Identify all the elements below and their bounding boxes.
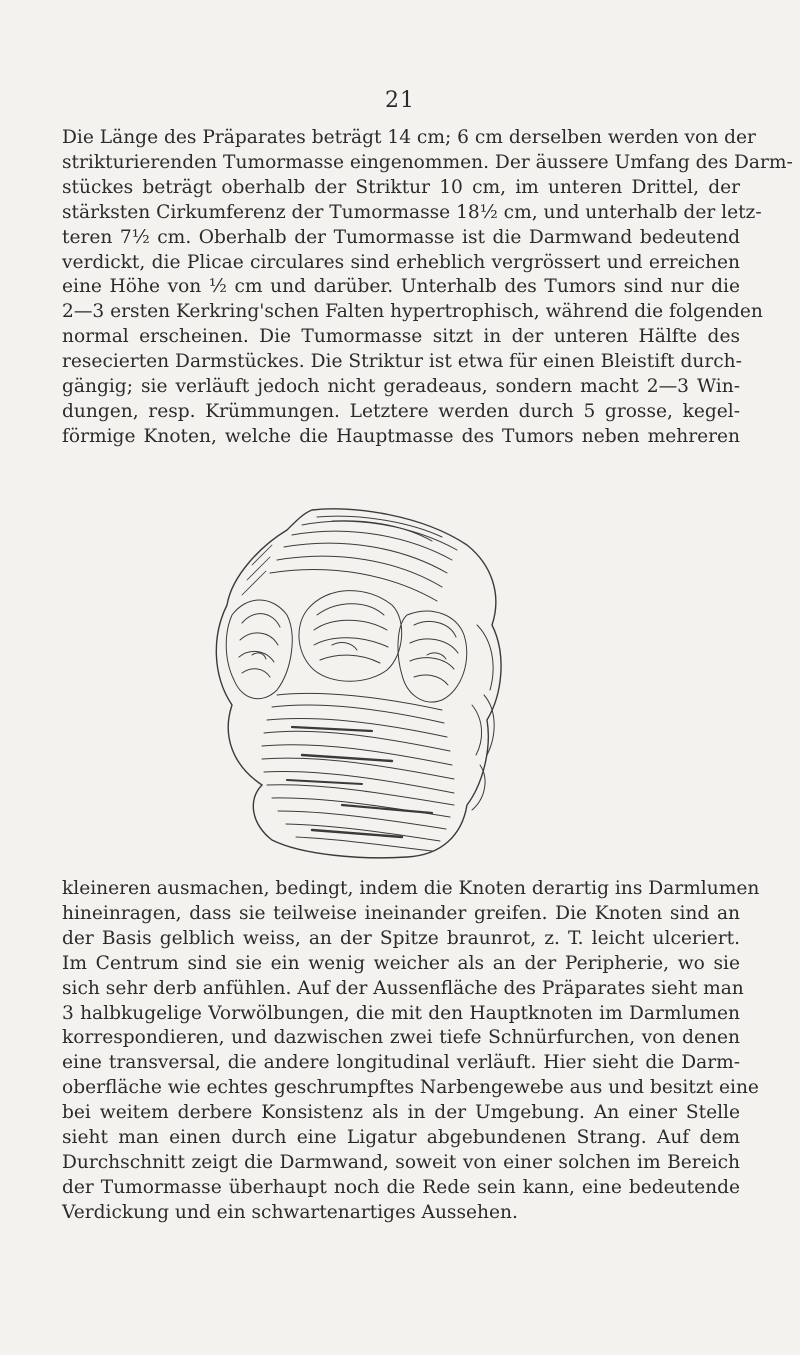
text-line: eine transversal, die andere longitudinal verläuft. Hier sieht die Darm-	[62, 1052, 740, 1074]
text-line: kleineren ausmachen, bedingt, indem die Knoten derartig ins Darmlumen	[62, 878, 760, 899]
text-line: bei weitem derbere Konsistenz als in der Umgebung. An einer Stelle	[62, 1102, 740, 1124]
text-line: normal erscheinen. Die Tumormasse sitzt in der unteren Hälfte des	[62, 326, 740, 348]
text-line: stärksten Cirkumferenz der Tumormasse 18½ cm, und unterhalb der letz-	[62, 201, 762, 223]
text-line: Verdickung und ein schwartenartiges Aussehen.	[62, 1201, 518, 1223]
text-line: förmige Knoten, welche die Hauptmasse des Tumors neben mehreren	[62, 425, 740, 447]
text-line: verdickt, die Plicae circulares sind erheblich vergrössert und erreichen	[62, 251, 740, 273]
paragraph-upper	[62, 126, 793, 450]
text-line: hineinragen, dass sie teilweise ineinander greifen. Die Knoten sind an	[62, 902, 740, 924]
text-line: teren 7½ cm. Oberhalb der Tumormasse ist die Darmwand bedeutend	[62, 226, 740, 248]
text-line: Im Centrum sind sie ein wenig weicher als an der Peripherie, wo sie	[62, 952, 740, 974]
text-line: gängig; sie verläuft jedoch nicht geradeaus, sondern macht 2—3 Win-	[62, 376, 740, 398]
text-line: stückes beträgt oberhalb der Striktur 10 cm, im unteren Drittel, der	[62, 176, 740, 198]
text-line: Durchschnitt zeigt die Darmwand, soweit von einer solchen im Bereich	[62, 1151, 740, 1173]
text-line: der Tumormasse überhaupt noch die Rede sein kann, eine bedeutende	[62, 1176, 740, 1198]
paragraph-lower	[62, 877, 760, 1226]
text-line: 3 halbkugelige Vorwölbungen, die mit den Hauptknoten im Darmlumen	[62, 1002, 740, 1024]
text-line: eine Höhe von ½ cm und darüber. Unterhalb des Tumors sind nur die	[62, 276, 740, 298]
text-line: sich sehr derb anfühlen. Auf der Aussenfläche des Präparates sieht man	[62, 977, 744, 999]
text-line: der Basis gelblich weiss, an der Spitze braunrot, z. T. leicht ulceriert.	[62, 927, 740, 949]
text-line: strikturierenden Tumormasse eingenommen. Der äussere Umfang des Darm-	[62, 151, 793, 173]
text-line: oberfläche wie echtes geschrumpftes Narbengewebe aus und besitzt eine	[62, 1077, 759, 1099]
text-line: 2—3 ersten Kerkring'schen Falten hypertrophisch, während die folgenden	[62, 301, 763, 323]
text-line: Die Länge des Präparates beträgt 14 cm; 6 cm derselben werden von der	[62, 127, 756, 148]
text-line: sieht man einen durch eine Ligatur abgebundenen Strang. Auf dem	[62, 1127, 740, 1149]
text-line: dungen, resp. Krümmungen. Letztere werden durch 5 grosse, kegel-	[62, 400, 740, 422]
page-number: 21	[385, 88, 415, 113]
specimen-drawing	[192, 505, 592, 860]
tumor-specimen-illustration	[192, 505, 592, 860]
text-line: resecierten Darmstückes. Die Striktur ist etwa für einen Bleistift durch-	[62, 351, 742, 373]
text-line: korrespondieren, und dazwischen zwei tiefe Schnürfurchen, von denen	[62, 1027, 740, 1049]
